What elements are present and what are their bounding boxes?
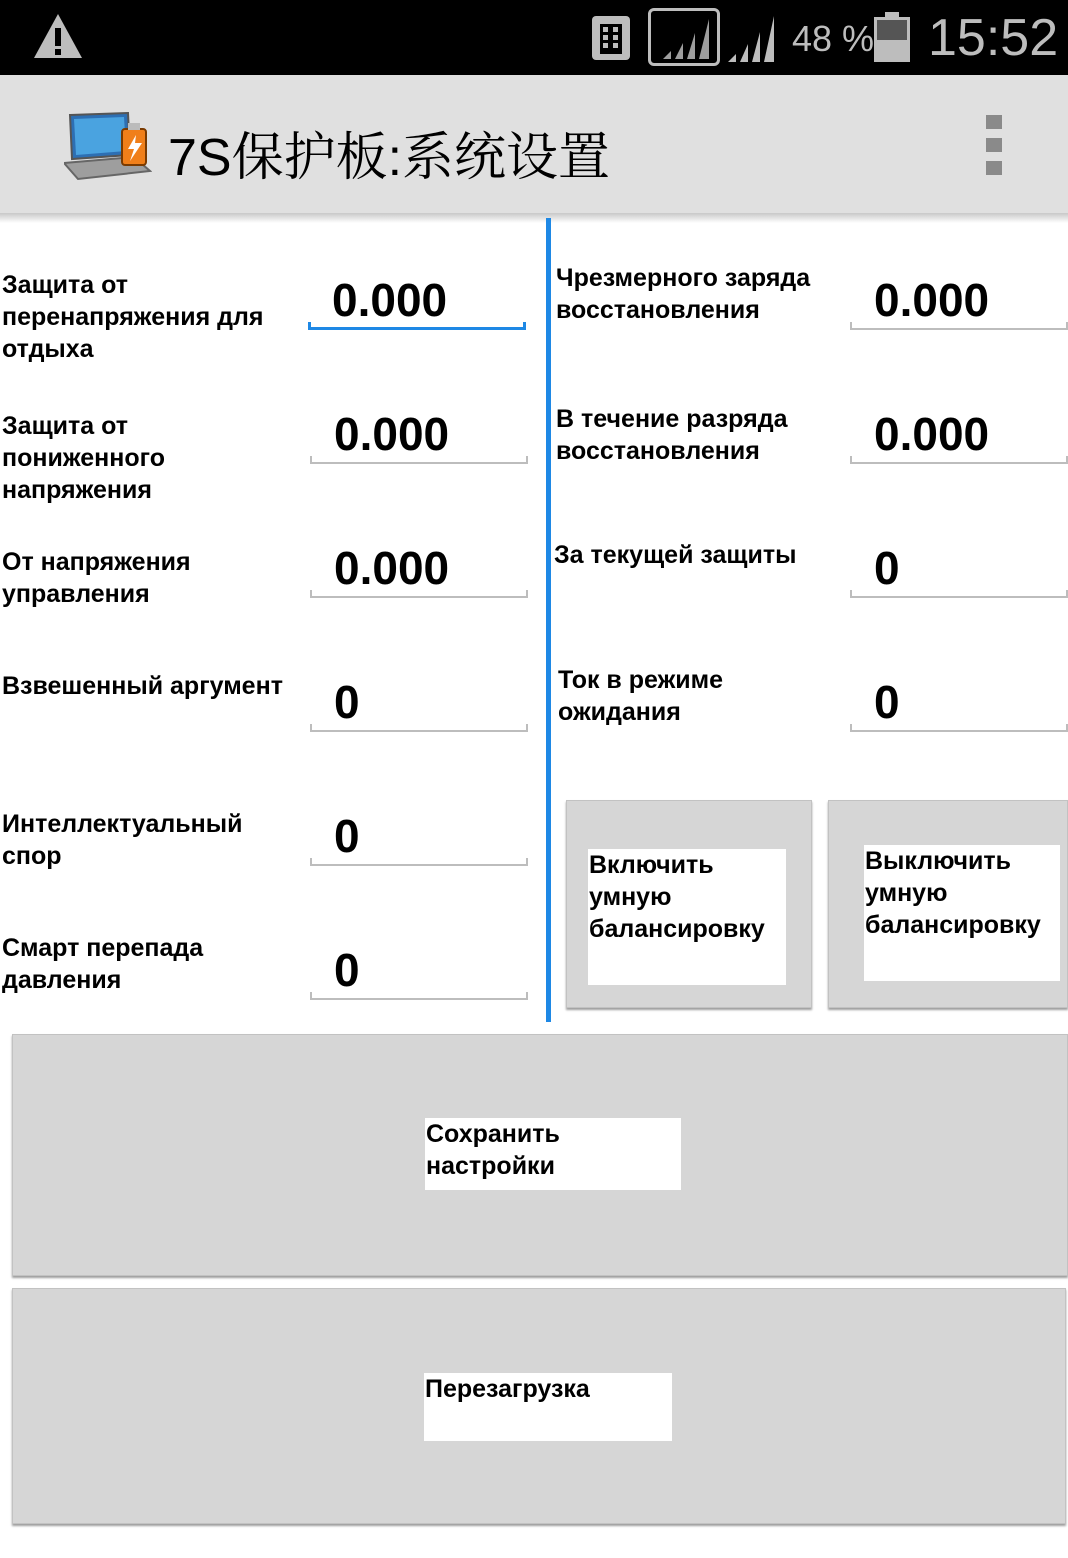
clock: 15:52: [928, 9, 1059, 67]
action-bar: [0, 75, 1068, 213]
standby-current-input[interactable]: [850, 672, 1068, 732]
button-label: Выключить умную балансировку: [864, 845, 1060, 981]
field-value[interactable]: 0.000: [874, 408, 990, 460]
button-label: Включить умную балансировку: [588, 849, 786, 985]
overflow-menu-icon[interactable]: [986, 115, 1004, 184]
signal-icon: [726, 14, 778, 67]
button-label: Перезагрузка: [424, 1373, 672, 1441]
field-value[interactable]: 0: [874, 542, 900, 594]
field-value[interactable]: 0.000: [874, 274, 990, 326]
field-value[interactable]: 0.000: [334, 542, 450, 594]
field-value[interactable]: 0: [874, 676, 900, 728]
building-icon: [592, 16, 630, 65]
field-value[interactable]: 0: [334, 810, 360, 862]
button-label: Сохранить настройки: [425, 1118, 681, 1190]
signal-icon: [648, 8, 720, 66]
input-underline: [850, 724, 1068, 732]
field-label: За текущей защиты: [554, 541, 797, 569]
app-laptop-battery-icon: [64, 111, 152, 186]
overcharge-recovery-input[interactable]: [850, 270, 1068, 330]
field-value[interactable]: 0: [334, 944, 360, 996]
input-underline: [850, 322, 1068, 330]
input-underline: [310, 456, 528, 464]
smart-dispute-input[interactable]: [310, 806, 528, 866]
battery-percent: 48 %: [792, 18, 875, 59]
input-underline: [308, 322, 526, 330]
field-value[interactable]: 0: [334, 676, 360, 728]
input-underline: [310, 858, 528, 866]
input-underline: [850, 456, 1068, 464]
disable-balance-button[interactable]: [828, 800, 1068, 1008]
field-label: Ток в режиме ожидания: [558, 666, 724, 726]
action-bar-shadow: [0, 213, 1068, 223]
field-label: Чрезмерного заряда восстановления: [556, 264, 811, 324]
control-voltage-input[interactable]: [310, 538, 528, 598]
battery-icon: [874, 12, 910, 67]
discharge-recovery-input[interactable]: [850, 404, 1068, 464]
input-underline: [310, 992, 528, 1000]
input-underline: [310, 724, 528, 732]
column-divider: [546, 218, 551, 1022]
field-label: Взвешенный аргумент: [2, 672, 283, 700]
field-label: Смарт перепада давления: [2, 934, 204, 994]
field-label: От напряжения управления: [2, 548, 191, 608]
input-underline: [850, 590, 1068, 598]
status-bar: [0, 0, 1068, 75]
undervoltage-protection-input[interactable]: [310, 404, 528, 464]
input-underline: [310, 590, 528, 598]
field-value[interactable]: 0.000: [332, 274, 448, 326]
smart-pressure-drop-input[interactable]: [310, 940, 528, 1000]
app-title: 7S保护板:系统设置: [168, 129, 611, 187]
field-label: Защита от пониженного напряжения: [2, 412, 165, 504]
overcurrent-protection-input[interactable]: [850, 538, 1068, 598]
save-settings-button[interactable]: [12, 1034, 1068, 1276]
field-label: В течение разряда восстановления: [556, 405, 788, 465]
field-value[interactable]: 0.000: [334, 408, 450, 460]
field-label: Защита от перенапряжения для отдыха: [2, 271, 264, 363]
overvoltage-recovery-input[interactable]: [308, 270, 526, 330]
enable-balance-button[interactable]: [566, 800, 812, 1008]
field-label: Интеллектуальный спор: [2, 810, 243, 870]
weighted-argument-input[interactable]: [310, 672, 528, 732]
warning-icon: [32, 12, 84, 65]
reboot-button[interactable]: [12, 1288, 1066, 1524]
